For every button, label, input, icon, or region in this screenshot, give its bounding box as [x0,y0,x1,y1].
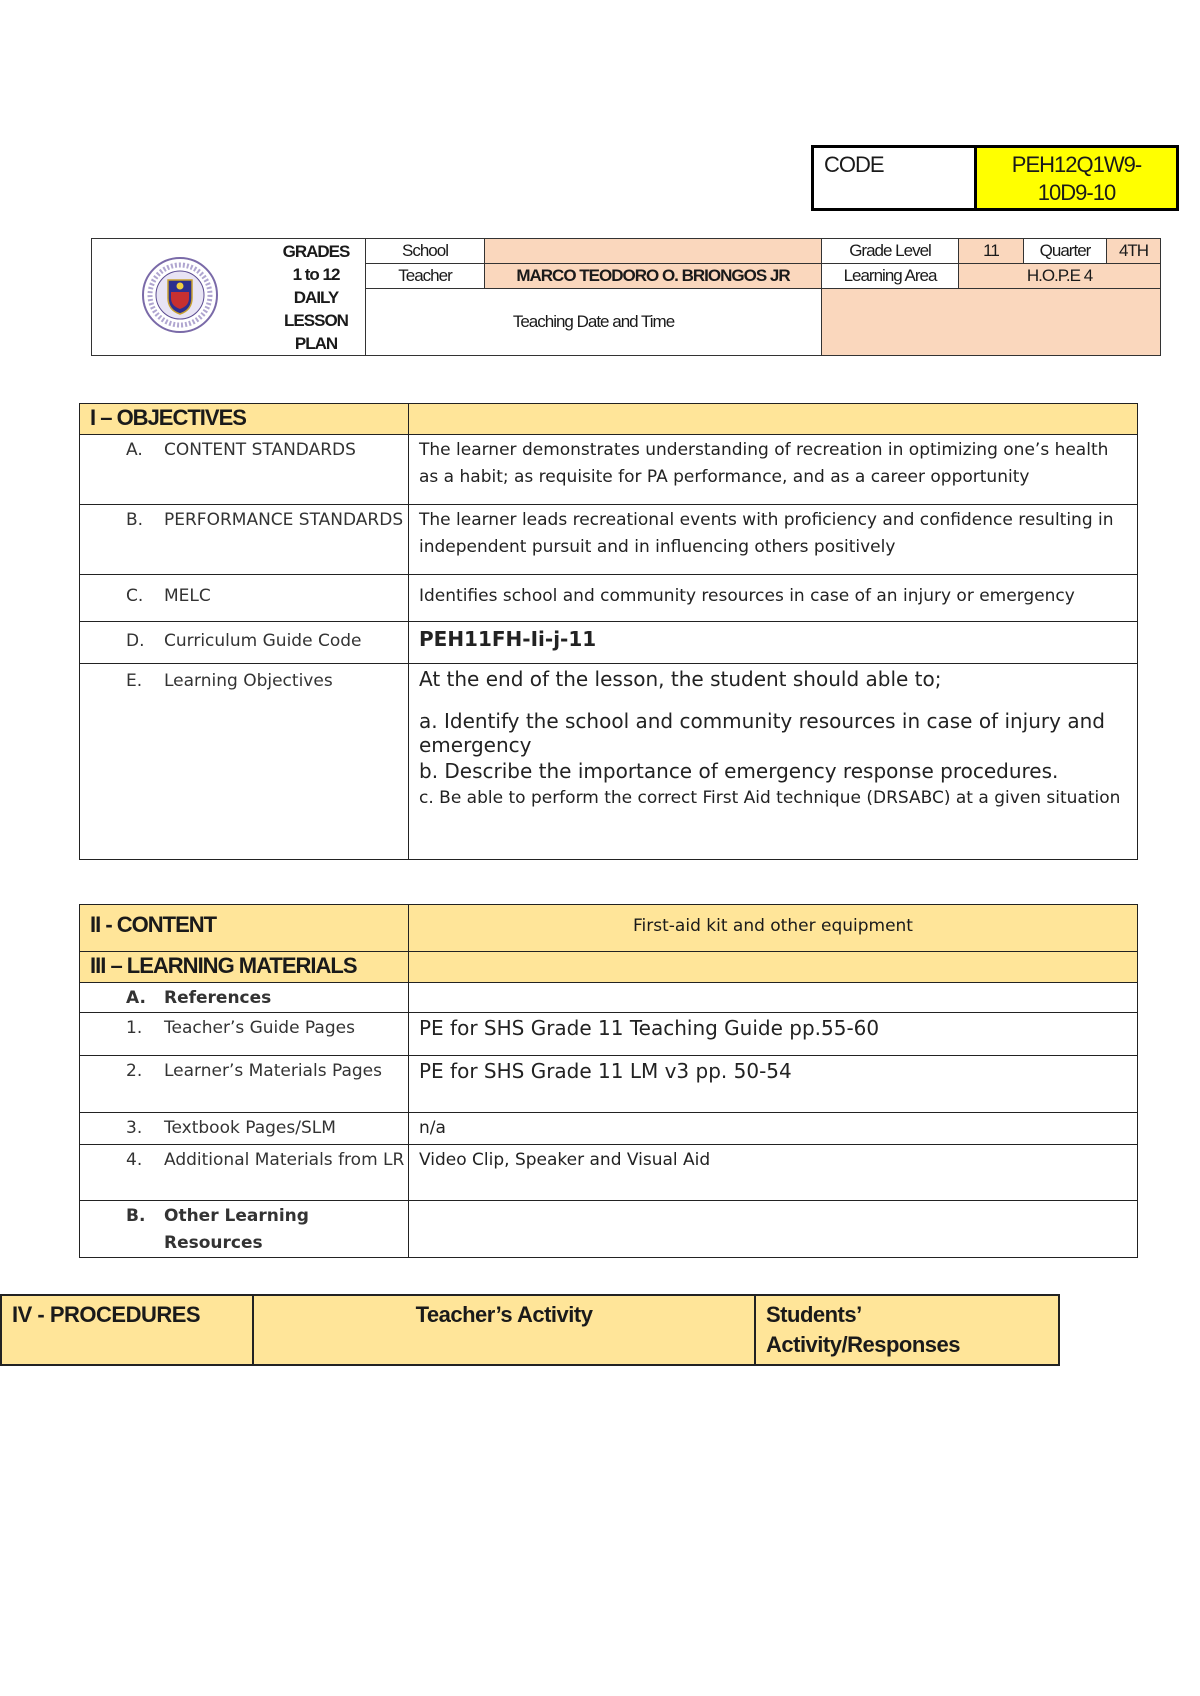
plan-title-line: PLAN [294,333,338,353]
objectives-table [79,403,1138,860]
learners-materials-value: PE for SHS Grade 11 LM v3 pp. 50-54 [409,1056,1138,1113]
learning-materials-title: III – LEARNING MATERIALS [80,952,409,983]
plan-title [267,239,366,356]
objectives-title: I – OBJECTIVES [80,404,409,435]
row-num: A. [126,988,146,1008]
additional-materials-label [80,1145,409,1201]
objective-item: b. Describe the importance of emergency response procedures. [419,759,1059,783]
row-num: 3. [126,1118,143,1138]
row-label: Additional Materials from LR [164,1150,405,1170]
grade-level-value: 11 [959,239,1024,264]
deped-seal-icon [141,256,219,334]
learning-materials-blank [409,952,1138,983]
school-value [485,239,822,264]
teacher-value: MARCO TEODORO O. BRIONGOS JR [485,264,822,289]
melc-label [80,575,409,622]
performance-standards-label [80,505,409,575]
row-label: CONTENT STANDARDS [164,440,356,460]
curriculum-guide-code-value: PEH11FH-Ii-j-11 [409,622,1138,664]
references-value [409,983,1138,1013]
student-activity-header: Students’ Activity/Responses [755,1295,1059,1365]
references-label [80,983,409,1013]
content-standards-label [80,435,409,505]
row-num: A. [126,440,143,460]
row-label: Learning Objectives [164,671,333,691]
objectives-title-blank [409,404,1138,435]
curriculum-guide-code-label [80,622,409,664]
row-label: Curriculum Guide Code [164,631,362,651]
content-title: II - CONTENT [80,905,409,952]
row-label: Learner’s Materials Pages [164,1061,382,1081]
row-num: 2. [126,1061,143,1081]
content-standards-value: The learner demonstrates understanding of recreation in optimizing one’s health as a habit; as requisite for PA performance, and as a career opportunity [409,435,1138,505]
grade-level-label: Grade Level [822,239,959,264]
objectives-intro: At the end of the lesson, the student should able to; [419,667,942,691]
row-num: 1. [126,1018,143,1038]
row-label: Teacher’s Guide Pages [164,1018,355,1038]
learning-objectives-value [409,664,1138,860]
row-label: PERFORMANCE STANDARDS [164,510,404,530]
plan-title-line: DAILY [293,287,339,307]
learning-area-value: H.O.P.E 4 [959,264,1161,289]
code-value-line1: PEH12Q1W9- [1011,152,1142,177]
row-num: E. [126,671,143,691]
procedures-title: IV - PROCEDURES [1,1295,253,1365]
quarter-value: 4TH [1107,239,1161,264]
code-value [976,147,1178,210]
teaching-date-value [822,289,1161,356]
row-num: C. [126,586,144,606]
teaching-date-label: Teaching Date and Time [366,289,822,356]
textbook-pages-label [80,1113,409,1145]
melc-value: Identifies school and community resources in case of an injury or emergency [409,575,1138,622]
performance-standards-value: The learner leads recreational events with proficiency and confidence resulting in independent pursuit and in influencing others positively [409,505,1138,575]
row-label: MELC [164,586,211,606]
row-num: D. [126,631,145,651]
other-resources-value [409,1201,1138,1258]
objective-item: a. Identify the school and community resources in case of injury and emergency [419,709,1105,757]
learning-area-label: Learning Area [822,264,959,289]
code-label: CODE [813,147,976,210]
plan-title-line: LESSON [284,310,348,330]
textbook-pages-value: n/a [409,1113,1138,1145]
logo-cell [92,239,268,356]
teachers-guide-value: PE for SHS Grade 11 Teaching Guide pp.55-60 [409,1013,1138,1056]
row-num: B. [126,1206,146,1226]
additional-materials-value: Video Clip, Speaker and Visual Aid [409,1145,1138,1201]
teacher-label: Teacher [366,264,485,289]
row-label: References [164,988,272,1008]
school-label: School [366,239,485,264]
content-materials-table [79,904,1138,1258]
plan-title-line: 1 to 12 [292,264,340,284]
code-box [811,145,1179,211]
objective-item: c. Be able to perform the correct First Aid technique (DRSABC) at a given situation [419,788,1121,808]
teacher-activity-header: Teacher’s Activity [253,1295,755,1365]
content-value: First-aid kit and other equipment [409,905,1138,952]
row-label: Other Learning Resources [164,1206,309,1253]
row-num: B. [126,510,144,530]
plan-title-line: GRADES [282,241,350,261]
procedures-table [0,1294,1060,1366]
lesson-plan-header [91,238,1161,356]
learners-materials-label [80,1056,409,1113]
quarter-label: Quarter [1024,239,1107,264]
row-num: 4. [126,1150,143,1170]
other-resources-label [80,1201,409,1258]
teachers-guide-label [80,1013,409,1056]
learning-objectives-label [80,664,409,860]
row-label: Textbook Pages/SLM [164,1118,336,1138]
code-value-line2: 10D9-10 [1037,180,1116,205]
